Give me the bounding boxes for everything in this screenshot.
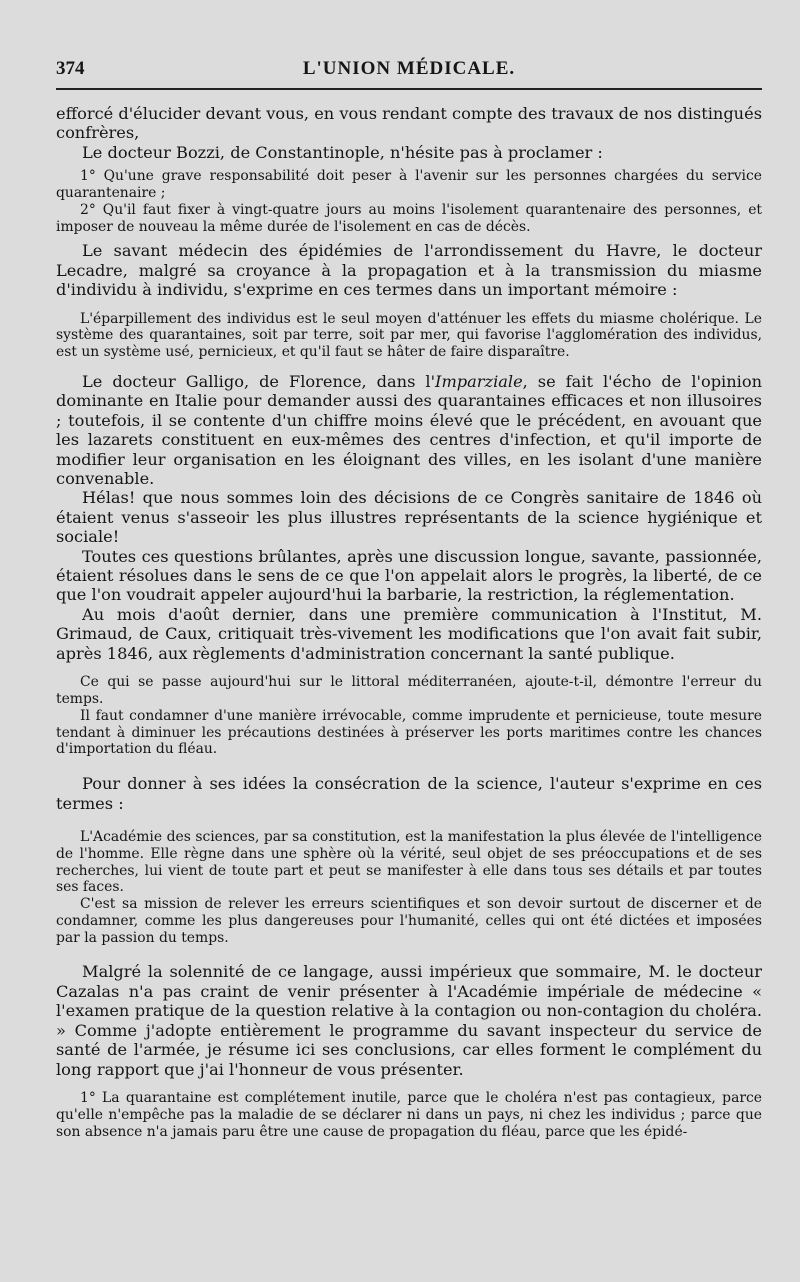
header-rule <box>56 88 762 90</box>
paragraph-lecadre: Le savant médecin des épidémies de l'arrondissement du Havre, le docteur Lecadre, malgré sa croyance à la propagation et à la transmission du miasme d'individu à individu, s'exprime en ces termes dans un important mémoire : <box>56 241 762 300</box>
journal-title: Imparziale <box>435 372 523 392</box>
quote-bozzi-2: 2° Qu'il faut fixer à vingt-quatre jours au moins l'isolement quarantenaire des personnes, et imposer de nouveau la même durée de l'isolement en cas de décès. <box>56 201 762 235</box>
quote-bozzi-1: 1° Qu'une grave responsabilité doit peser à l'avenir sur les personnes chargées du service quarantenaire ; <box>56 168 762 202</box>
paragraph-grimaud: Au mois d'août dernier, dans une première communication à l'Institut, M. Grimaud, de Caux, critiquait très-vivement les modifications que l'on avait fait subir, après 1846, aux règlements d'administration concernant la santé publique. <box>56 604 762 663</box>
quote-grimaud-2: Il faut condamner d'une manière irrévocable, comme imprudente et pernicieuse, toute mesure tendant à diminuer les précautions destinées à préserver les ports maritimes contre les chances d'importation du fléau. <box>56 707 762 758</box>
quote-lecadre: L'éparpillement des individus est le seul moyen d'atténuer les effets du miasme cholérique. Le système des quarantaines, soit par terre, soit par mer, qui favorise l'agglomération des individus, est un système usé, pernicieux, et qu'il faut se hâter de faire disparaître. <box>56 310 762 361</box>
paragraph-science: Pour donner à ses idées la consécration de la science, l'auteur s'exprime en ces termes : <box>56 774 762 813</box>
paragraph-continuation: efforcé d'élucider devant vous, en vous rendant compte des travaux de nos distingués confrères, <box>56 104 762 143</box>
quote-academie-2: C'est sa mission de relever les erreurs scientifiques et son devoir surtout de discerner et de condamner, comme les plus dangereuses pour l'humanité, celles qui ont été dictées et imposées par la passion du temps. <box>56 896 762 946</box>
paragraph-questions: Toutes ces questions brûlantes, après une discussion longue, savante, passionnée, étaient résolues dans le sens de ce que l'on appelait alors le progrès, la liberté, de ce que l'on voudrait appeler aujourd'hui la barbarie, la restriction, la réglementation. <box>56 546 762 605</box>
quote-academie-1: L'Académie des sciences, par sa constitution, est la manifestation la plus élevée de l'intelligence de l'homme. Elle règne dans une sphère où la vérité, seul objet de ses préoccupations et de ses recherches, lui vient de toute part et peut se manifester à elle dans tous ses détails et par toutes ses faces. <box>56 828 762 896</box>
galligo-text-after: , se fait l'écho de l'opinion dominante en Italie pour demander aussi des quarantaines efficaces et non illusoires ; toutefois, il se contente d'un chiffre moins élevé que le précédent, en avouant que les lazarets constituent en eux-mêmes des centres d'infection, et qu'il importe de modifier leur organisation en les éloignant des villes, en les isolant d'une manière convenable. <box>56 372 763 489</box>
page-content <box>56 104 762 1140</box>
running-title: L'UNION MÉDICALE. <box>302 58 516 79</box>
galligo-text-before: Le docteur Galligo, de Florence, dans l' <box>82 372 436 392</box>
paragraph-cazalas: Malgré la solennité de ce langage, aussi impérieux que sommaire, M. le docteur Cazalas n'a pas craint de venir présenter à l'Académie impériale de médecine « l'examen pratique de la question relative à la contagion ou non-contagion du choléra. » Comme j'adopte entièrement le programme du savant inspecteur du service de santé de l'armée, je résume ici ses conclusions, car elles forment le complément du long rapport que j'ai l'honneur de vous présenter. <box>56 962 762 1079</box>
paragraph-congress: Hélas! que nous sommes loin des décisions de ce Congrès sanitaire de 1846 où étaient venus s'asseoir les plus illustres représentants de la science hygiénique et sociale! <box>56 488 762 547</box>
paragraph-galligo <box>56 372 762 488</box>
page-number: 374 <box>56 58 85 79</box>
quote-grimaud-1: Ce qui se passe aujourd'hui sur le littoral méditerranéen, ajoute-t-il, démontre l'erreur du temps. <box>56 674 762 707</box>
quote-cazalas-conclusion: 1° La quarantaine est complétement inutile, parce que le choléra n'est pas contagieux, parce qu'elle n'empêche pas la maladie de se déclarer ni dans un pays, ni chez les individus ; parce que son absence n'a jamais paru être une cause de propagation du fléau, parce que les épidé- <box>56 1089 762 1140</box>
paragraph-bozzi: Le docteur Bozzi, de Constantinople, n'hésite pas à proclamer : <box>82 142 603 162</box>
page-header <box>56 50 762 84</box>
